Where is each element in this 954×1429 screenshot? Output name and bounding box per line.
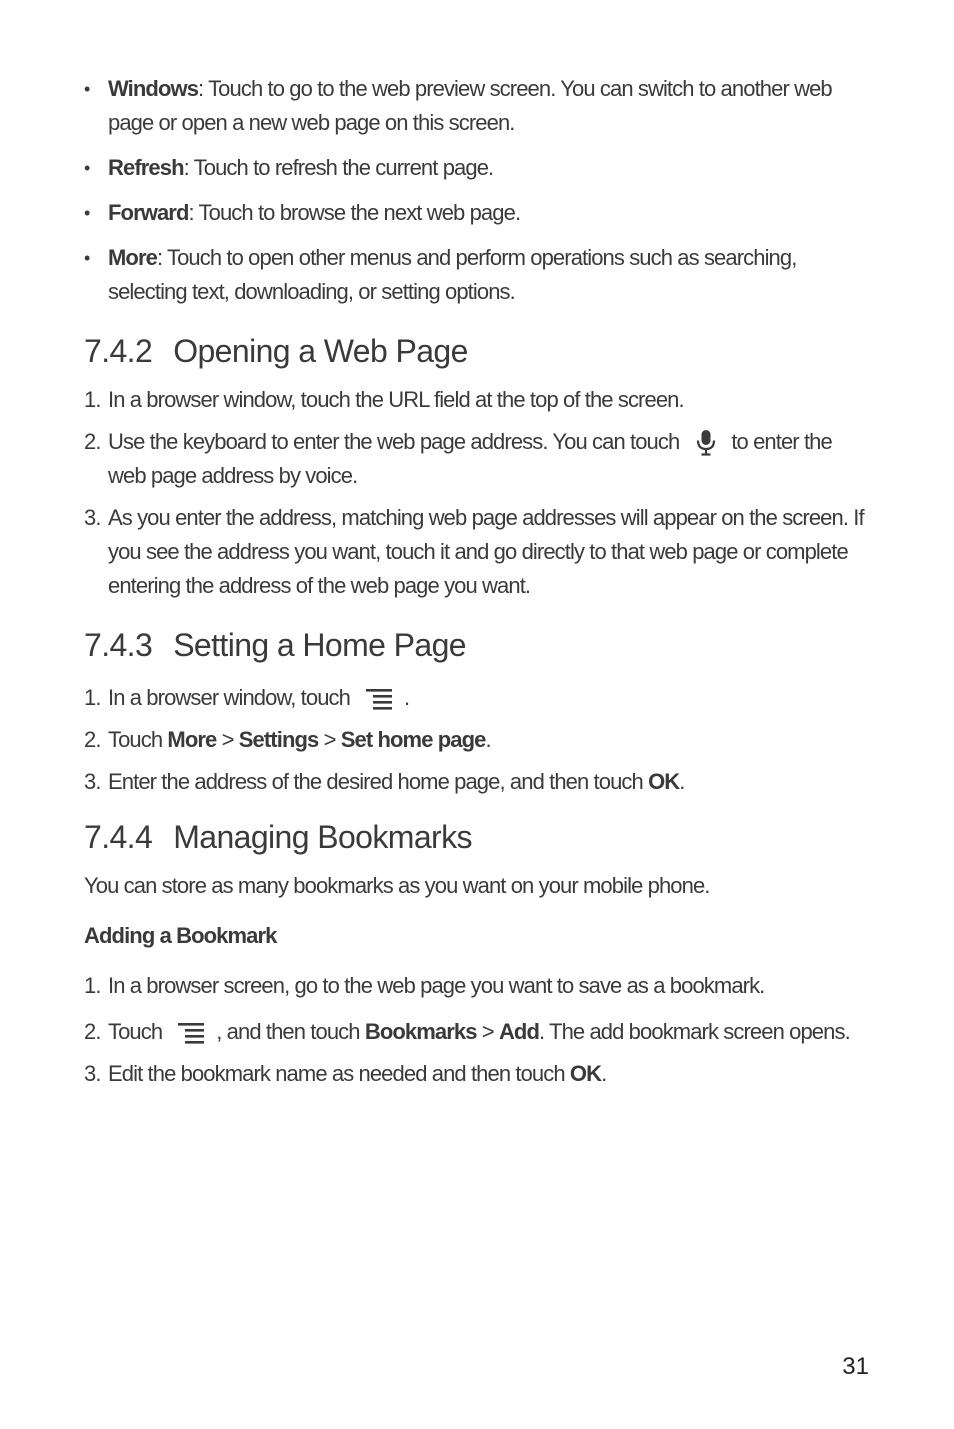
menu-path-more: More	[167, 727, 217, 752]
list-item	[84, 72, 874, 140]
term: Windows	[108, 76, 199, 101]
bullet-icon: •	[84, 248, 90, 268]
step-text-end: .	[403, 685, 410, 710]
term: Refresh	[108, 155, 184, 180]
list-item	[84, 196, 874, 230]
menu-path-set-home-page: Set home page	[340, 727, 486, 752]
setting-home-page-steps	[84, 681, 874, 799]
step-text-end: . The add bookmark screen opens.	[539, 1019, 850, 1044]
section-number: 7.4.3	[84, 627, 153, 663]
step-number: 3.	[84, 1061, 101, 1086]
path-separator: >	[216, 727, 239, 752]
list-item	[84, 425, 874, 493]
list-item	[84, 241, 874, 309]
section-intro: You can store as many bookmarks as you want on your mobile phone.	[84, 873, 710, 898]
section-title: Setting a Home Page	[173, 627, 466, 663]
step-number: 3.	[84, 769, 101, 794]
section-heading-setting-home-page	[84, 625, 874, 665]
description: : Touch to refresh the current page.	[183, 155, 494, 180]
subheading-adding-bookmark: Adding a Bookmark	[84, 923, 277, 948]
list-item	[84, 151, 874, 185]
step-text: Edit the bookmark name as needed and then touch	[108, 1061, 570, 1086]
step-text-continued: to enter the web page address by voice.	[108, 429, 832, 488]
bullet-icon: •	[84, 203, 90, 223]
toolbar-options-list	[84, 72, 874, 309]
step-number: 2.	[84, 429, 101, 454]
step-text: Touch	[108, 1019, 163, 1044]
menu-icon	[364, 686, 394, 712]
step-text: Touch	[108, 727, 168, 752]
list-item	[84, 723, 874, 757]
step-text-end: .	[679, 769, 685, 794]
step-number: 1.	[84, 973, 101, 998]
list-item	[84, 501, 874, 603]
step-text: In a browser window, touch the URL field at the top of the screen.	[108, 387, 684, 412]
section-title: Opening a Web Page	[173, 333, 468, 369]
page-content	[84, 72, 874, 1099]
section-heading-managing-bookmarks	[84, 817, 874, 857]
path-separator: >	[476, 1019, 499, 1044]
menu-path-settings: Settings	[238, 727, 319, 752]
section-number: 7.4.2	[84, 333, 153, 369]
list-item	[84, 765, 874, 799]
menu-path-add: Add	[498, 1019, 540, 1044]
ok-label: OK	[569, 1061, 602, 1086]
description: : Touch to browse the next web page.	[188, 200, 521, 225]
step-number: 2.	[84, 727, 101, 752]
section-title: Managing Bookmarks	[173, 819, 472, 855]
list-item	[84, 681, 874, 715]
term: Forward	[108, 200, 189, 225]
step-number: 1.	[84, 387, 101, 412]
adding-bookmark-steps	[84, 969, 874, 1091]
list-item	[84, 1015, 874, 1049]
step-number: 3.	[84, 505, 101, 530]
step-text: Use the keyboard to enter the web page address. You can touch	[108, 429, 680, 454]
menu-path-bookmarks: Bookmarks	[364, 1019, 477, 1044]
list-item	[84, 1057, 874, 1091]
bullet-icon: •	[84, 79, 90, 99]
step-text-continued: , and then touch	[216, 1019, 365, 1044]
microphone-icon	[693, 428, 719, 458]
bullet-icon: •	[84, 158, 90, 178]
section-number: 7.4.4	[84, 819, 153, 855]
term: More	[108, 245, 157, 270]
section-heading-opening-web-page	[84, 331, 874, 371]
list-item	[84, 383, 874, 417]
step-text: Enter the address of the desired home page, and then touch	[108, 769, 649, 794]
ok-label: OK	[648, 769, 680, 794]
step-text: In a browser screen, go to the web page you want to save as a bookmark.	[108, 973, 765, 998]
list-item	[84, 969, 874, 1003]
page-number: 31	[842, 1353, 869, 1380]
opening-web-page-steps	[84, 383, 874, 603]
step-number: 2.	[84, 1019, 101, 1044]
step-text: As you enter the address, matching web page addresses will appear on the screen. If you see the address you want, touch it and go directly to that web page or complete entering the address of the web page you want.	[108, 505, 864, 598]
step-number: 1.	[84, 685, 101, 710]
description: : Touch to go to the web preview screen. You can switch to another web page or open a new web page on this screen.	[108, 76, 832, 135]
description: : Touch to open other menus and perform operations such as searching, selecting text, downloading, or setting options.	[108, 245, 797, 304]
step-text-end: .	[601, 1061, 607, 1086]
menu-icon	[176, 1020, 206, 1046]
step-text-end: .	[485, 727, 491, 752]
step-text: In a browser window, touch	[108, 685, 350, 710]
path-separator: >	[318, 727, 341, 752]
